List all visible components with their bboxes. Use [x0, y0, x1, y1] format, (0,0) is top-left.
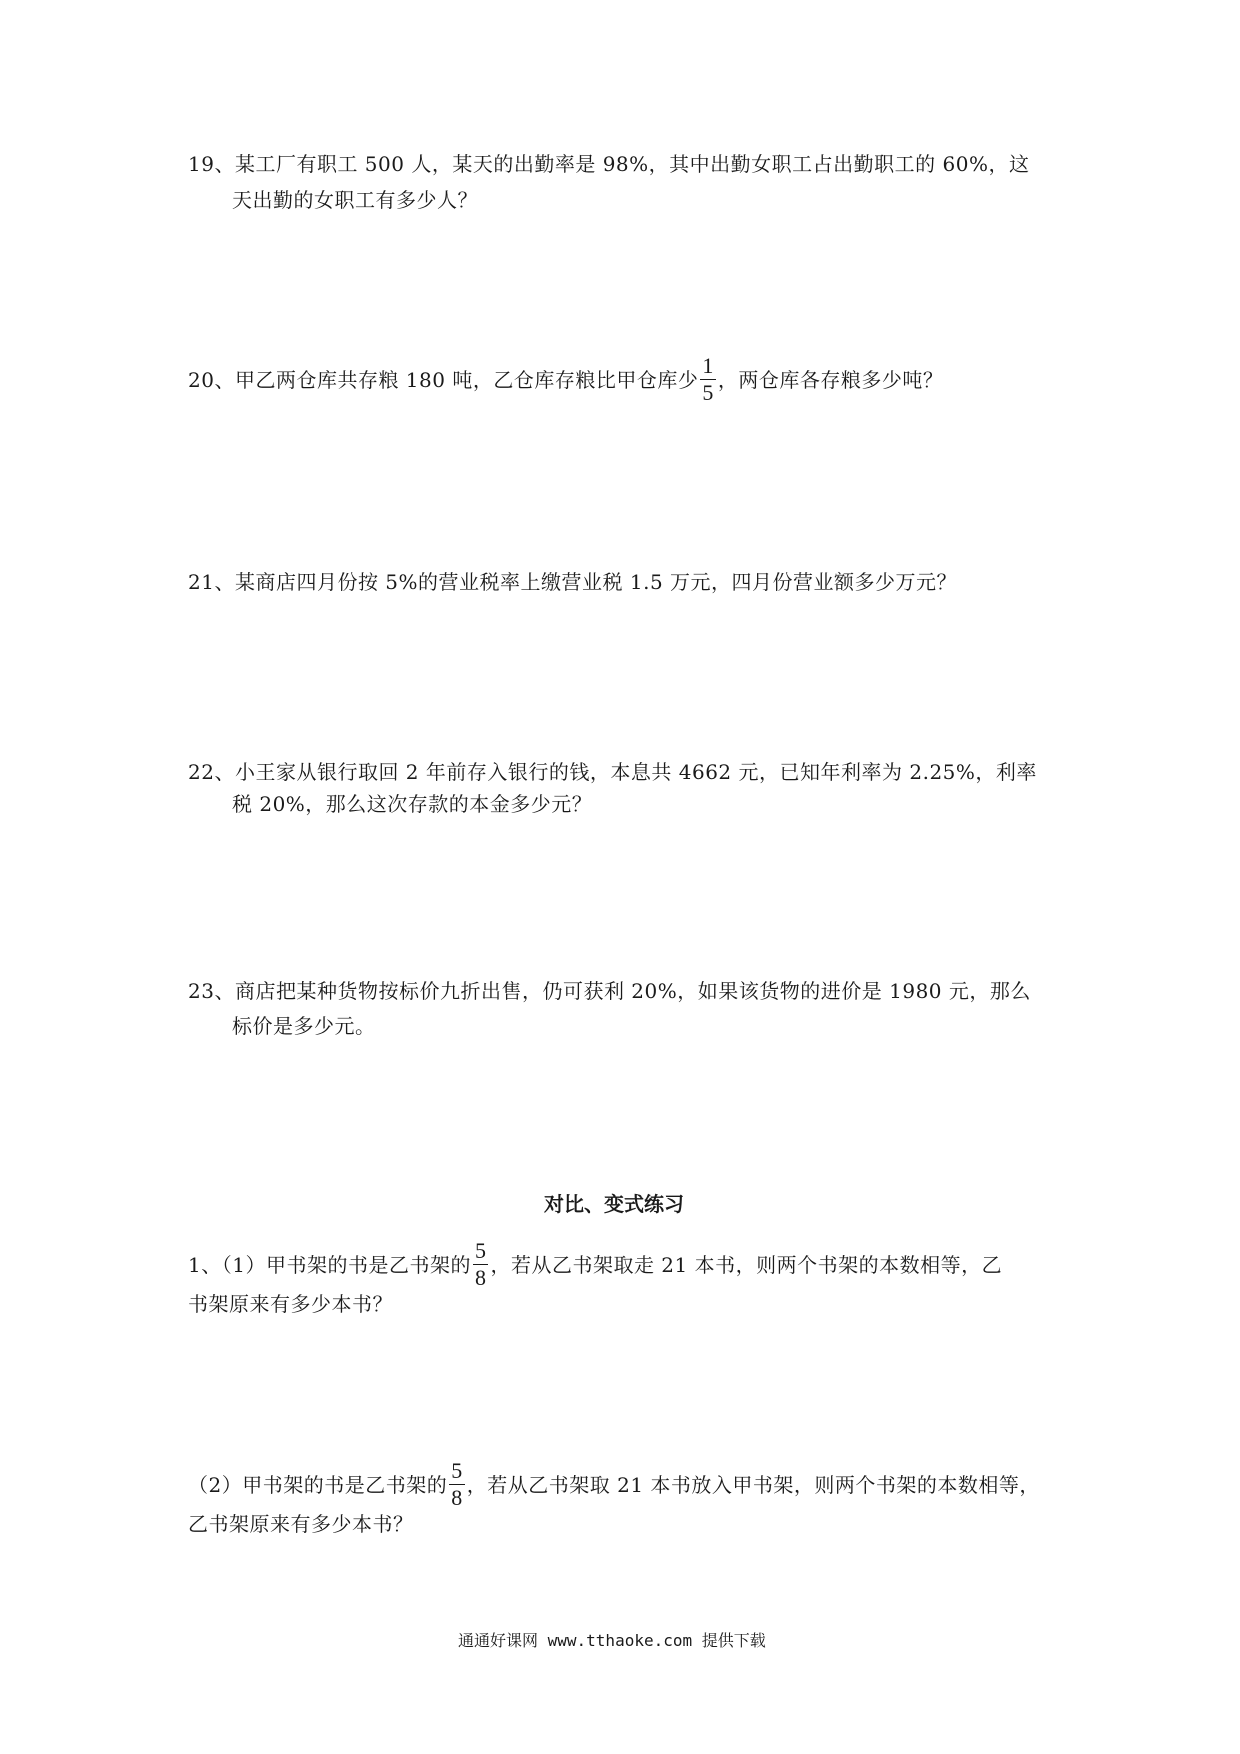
problem-23-line-2: 标价是多少元。 — [232, 1014, 376, 1038]
problem-21-line-1: 21、某商店四月份按 5%的营业税率上缴营业税 1.5 万元，四月份营业额多少万元？ — [188, 570, 958, 594]
problem-23-line-1: 23、商店把某种货物按标价九折出售，仍可获利 20%，如果该货物的进价是 1980 元，那么 — [188, 979, 1031, 1003]
fraction-numerator: 5 — [474, 1238, 487, 1263]
problem-19-line-1: 19、某工厂有职工 500 人，某天的出勤率是 98%，其中出勤女职工占出勤职工的 60%，这 — [188, 152, 1030, 176]
problem-20 — [188, 355, 943, 408]
fraction-numerator: 5 — [451, 1458, 463, 1483]
question-1a-line-2: 书架原来有多少本书？ — [188, 1292, 393, 1316]
fraction-denominator: 8 — [474, 1265, 487, 1290]
fraction-five-eighths — [449, 1458, 465, 1511]
problem-19-line-2: 天出勤的女职工有多少人？ — [232, 188, 478, 212]
fraction-denominator: 8 — [451, 1485, 463, 1510]
fraction-denominator: 5 — [702, 380, 714, 405]
problem-22-line-1: 22、小王家从银行取回 2 年前存入银行的钱，本息共 4662 元，已知年利率为 2.25%，利率 — [188, 760, 1037, 784]
fraction-numerator: 1 — [702, 353, 714, 378]
question-1b-text-before: （2）甲书架的书是乙书架的 — [188, 1473, 448, 1497]
problem-20-text-before: 20、甲乙两仓库共存粮 180 吨，乙仓库存粮比甲仓库少 — [188, 368, 699, 392]
fraction-one-fifth — [700, 353, 716, 406]
section-question-1a — [188, 1240, 1002, 1293]
section-question-1b — [188, 1460, 1040, 1513]
fraction-five-eighths — [473, 1238, 489, 1291]
question-1a-text-after: ，若从乙书架取走 21 本书，则两个书架的本数相等，乙 — [490, 1253, 1003, 1277]
question-1a-text-before: 1、（1）甲书架的书是乙书架的 — [188, 1253, 471, 1277]
problem-22-line-2: 税 20%，那么这次存款的本金多少元？ — [232, 792, 593, 816]
page-footer: 通通好课网 www.tthaoke.com 提供下载 — [458, 1631, 766, 1650]
problem-20-text-after: ，两仓库各存粮多少吨？ — [717, 368, 944, 392]
section-title: 对比、变式练习 — [544, 1192, 684, 1216]
question-1b-line-2: 乙书架原来有多少本书？ — [188, 1512, 414, 1536]
question-1b-text-after: ，若从乙书架取 21 本书放入甲书架，则两个书架的本数相等， — [466, 1473, 1040, 1497]
